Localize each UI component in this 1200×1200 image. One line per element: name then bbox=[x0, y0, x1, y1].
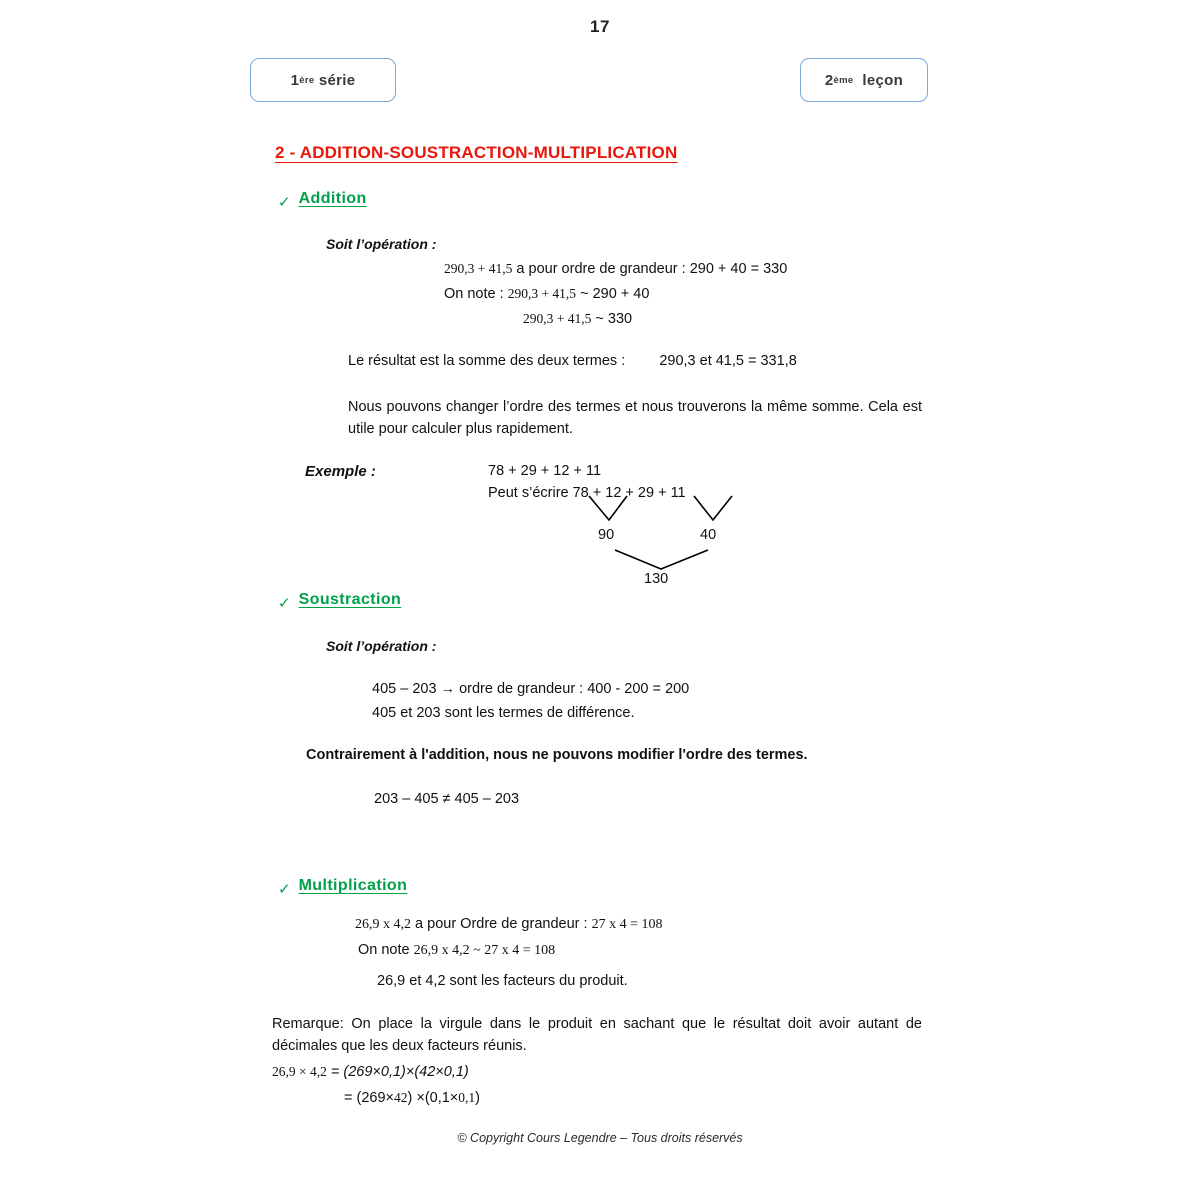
addition-line-1-text: a pour ordre de grandeur : 290 + 40 = 330 bbox=[516, 261, 788, 277]
example-line-1: 78 + 29 + 12 + 11 bbox=[488, 463, 602, 479]
section-heading-multiplication bbox=[278, 877, 408, 898]
soustraction-line-2: 405 et 203 sont les termes de différence. bbox=[372, 705, 635, 721]
multiplication-calc-line-2-d: 0,1 bbox=[458, 1090, 476, 1105]
soustraction-inequality: 203 – 405 ≠ 405 – 203 bbox=[374, 791, 520, 807]
multiplication-remark-label: Remarque bbox=[272, 1016, 340, 1032]
multiplication-calc-math: 26,9 × 4,2 bbox=[272, 1064, 327, 1079]
section-heading-soustraction bbox=[278, 591, 402, 612]
multiplication-line-3: 26,9 et 4,2 sont les facteurs du produit. bbox=[377, 973, 628, 989]
addition-result bbox=[348, 351, 797, 372]
multiplication-line-1-text: a pour Ordre de grandeur : bbox=[415, 916, 588, 932]
addition-line-3 bbox=[523, 309, 632, 330]
multiplication-line-2-prefix: On note bbox=[358, 942, 410, 958]
multiplication-calc-line-2-c: ) ×(0,1× bbox=[407, 1090, 459, 1106]
example-left-sum: 90 bbox=[598, 527, 615, 543]
example-line-2: Peut s’écrire 78 + 12 + 29 + 11 bbox=[488, 485, 686, 501]
section-heading-multiplication-label: Multiplication bbox=[298, 877, 408, 894]
section-heading-addition-label: Addition bbox=[298, 190, 367, 207]
soustraction-soit-label: Soit l’opération : bbox=[326, 638, 437, 654]
badge-lecon bbox=[800, 58, 928, 102]
addition-line-3-math: 290,3 + 41,5 bbox=[523, 311, 592, 326]
example-total: 130 bbox=[644, 571, 669, 587]
multiplication-remark bbox=[272, 1013, 922, 1058]
badge-serie-number: 1 bbox=[290, 71, 300, 89]
addition-line-1-math: 290,3 + 41,5 bbox=[444, 261, 513, 276]
addition-result-text: Le résultat est la somme des deux termes : bbox=[348, 353, 626, 369]
section-heading-soustraction-label: Soustraction bbox=[298, 591, 402, 608]
check-icon: ✓ bbox=[278, 594, 291, 612]
multiplication-line-1 bbox=[355, 914, 662, 935]
multiplication-calc-line-2-b: 42 bbox=[394, 1090, 408, 1105]
grouping-diagram bbox=[560, 494, 780, 589]
multiplication-line-1-math2: 27 x 4 = 108 bbox=[591, 917, 663, 932]
right-v-connector bbox=[694, 496, 732, 520]
badge-serie-exponent: ère bbox=[299, 74, 315, 86]
addition-paragraph: Nous pouvons changer l’ordre des termes et nous trouverons la même somme. Cela est utile pour calculer plus rapidement. bbox=[348, 399, 922, 438]
badge-lecon-exponent: ème bbox=[833, 74, 854, 86]
soustraction-line-1: 405 – 203 → ordre de grandeur : 400 - 200 = 200 bbox=[372, 681, 690, 697]
page-number: 17 bbox=[590, 17, 610, 36]
multiplication-calc-line-1 bbox=[272, 1062, 469, 1083]
badge-lecon-word: leçon bbox=[862, 71, 904, 89]
left-v-connector bbox=[589, 496, 627, 520]
badge-serie bbox=[250, 58, 396, 102]
example-right-sum: 40 bbox=[700, 527, 717, 543]
badge-lecon-number: 2 bbox=[824, 71, 834, 89]
page-title: 2 - ADDITION-SOUSTRACTION-MULTIPLICATION bbox=[275, 143, 678, 162]
multiplication-remark-text: : On place la virgule dans le produit en sachant que le résultat doit avoir autant de décimales que les deux facteurs réunis. bbox=[272, 1016, 922, 1055]
multiplication-line-2-math: 26,9 x 4,2 ~ 27 x 4 = 108 bbox=[413, 943, 556, 958]
addition-line-3-text: ~ 330 bbox=[595, 311, 633, 327]
grouping-diagram-svg bbox=[560, 494, 780, 589]
footer-copyright: © Copyright Cours Legendre – Tous droits réservés bbox=[457, 1131, 743, 1145]
addition-line-2-prefix: On note : bbox=[444, 286, 504, 302]
addition-soit-label: Soit l’opération : bbox=[326, 236, 437, 252]
example-label: Exemple : bbox=[305, 463, 376, 480]
badge-serie-word: série bbox=[318, 71, 356, 89]
addition-line-2-text: ~ 290 + 40 bbox=[580, 286, 650, 302]
multiplication-calc-line-2-e: ) bbox=[475, 1090, 480, 1106]
section-heading-addition bbox=[278, 190, 367, 211]
addition-result-value: 290,3 et 41,5 = 331,8 bbox=[659, 353, 797, 369]
multiplication-line-2 bbox=[358, 940, 555, 961]
multiplication-calc-line-1-text: = (269×0,1)×(42×0,1) bbox=[330, 1064, 469, 1080]
multiplication-line-1-math: 26,9 x 4,2 bbox=[355, 917, 411, 932]
multiplication-calc-line-2-a: = (269× bbox=[344, 1090, 394, 1106]
check-icon: ✓ bbox=[278, 193, 291, 211]
multiplication-calc-line-2 bbox=[344, 1088, 480, 1109]
bottom-v-connector bbox=[615, 550, 708, 569]
addition-line-1 bbox=[444, 259, 787, 280]
addition-line-2-math: 290,3 + 41,5 bbox=[507, 286, 577, 301]
addition-line-2 bbox=[444, 284, 649, 305]
check-icon: ✓ bbox=[278, 880, 291, 898]
soustraction-bold-note: Contrairement à l'addition, nous ne pouvons modifier l'ordre des termes. bbox=[306, 747, 808, 763]
